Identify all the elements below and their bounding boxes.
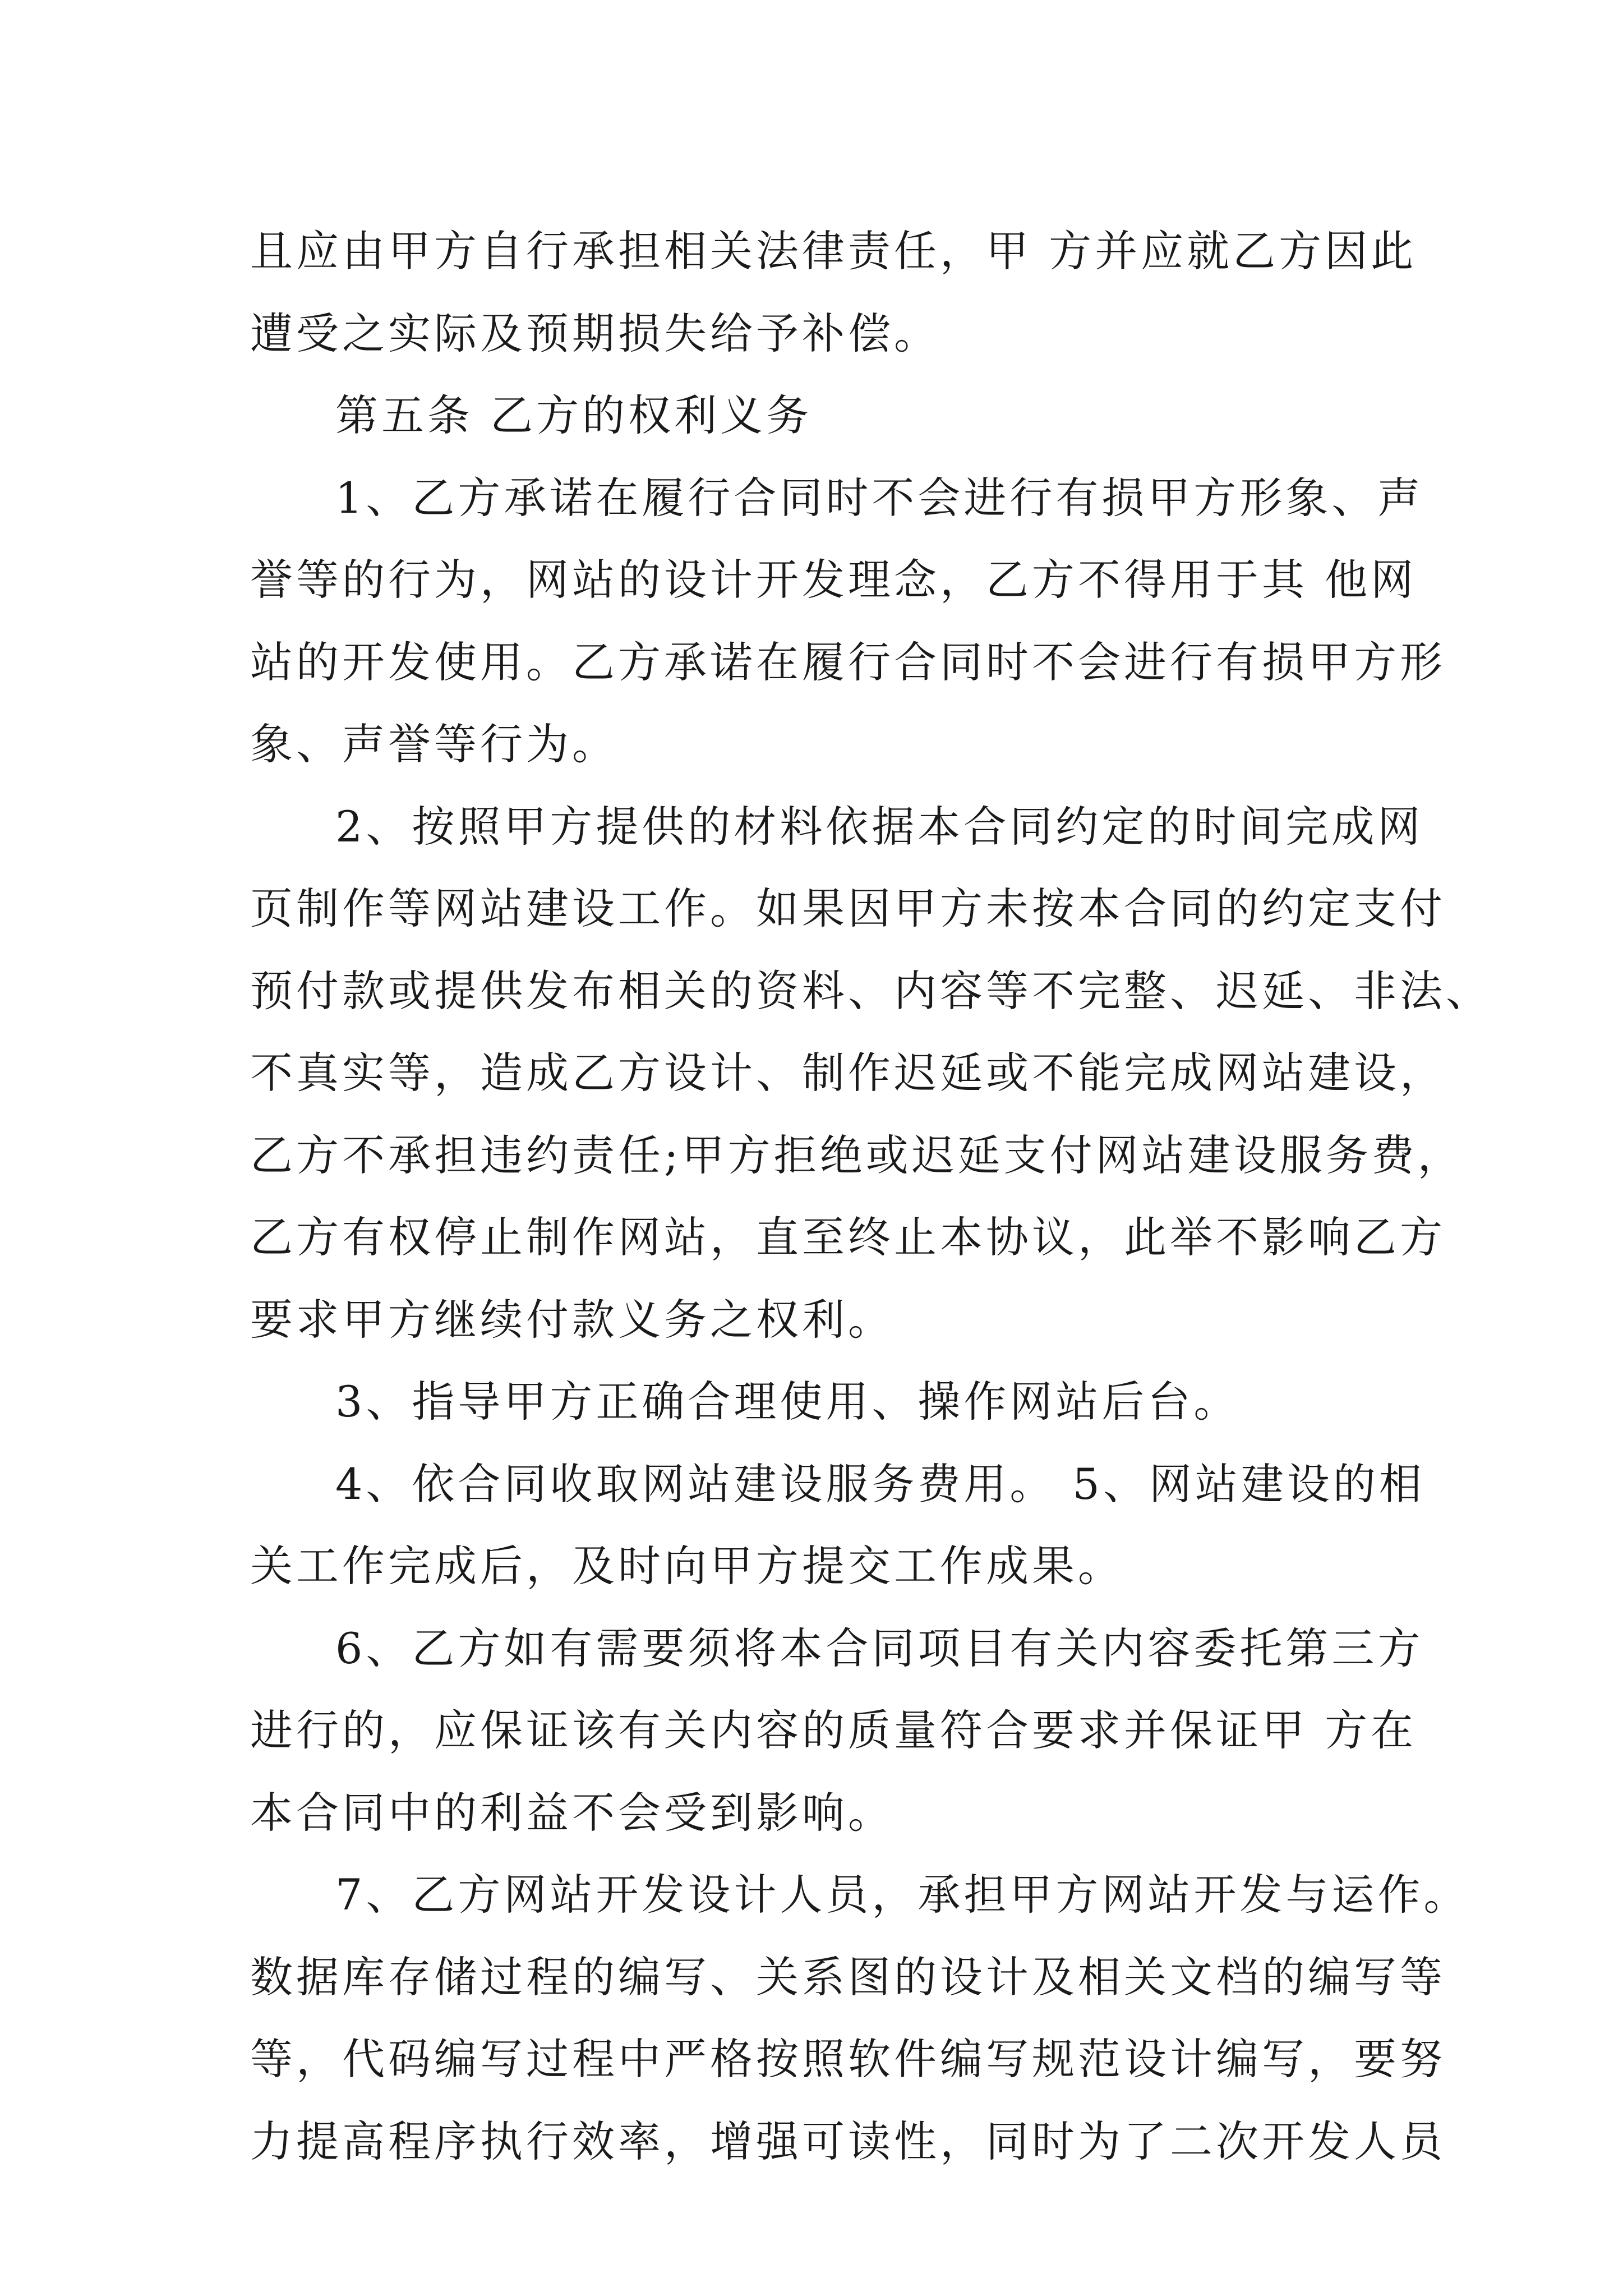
text-line: 乙方有权停止制作网站，直至终止本协议，此举不影响乙方	[250, 1212, 1446, 1262]
text-line: 数据库存储过程的编写、关系图的设计及相关文档的编写等	[250, 1952, 1446, 2002]
text-line: 1、乙方承诺在履行合同时不会进行有损甲方形象、声	[335, 472, 1424, 523]
text-line: 6、乙方如有需要须将本合同项目有关内容委托第三方	[335, 1623, 1424, 1673]
text-line: 乙方不承担违约责任;甲方拒绝或迟延支付网站建设服务费，	[250, 1130, 1464, 1180]
text-line: 4、依合同收取网站建设服务费用。 5、网站建设的相	[335, 1458, 1425, 1509]
text-line: 页制作等网站建设工作。如果因甲方未按本合同的约定支付	[250, 884, 1446, 933]
text-line: 力提高程序执行效率，增强可读性，同时为了二次开发人员	[250, 2116, 1446, 2166]
text-line: 象、声誉等行为。	[250, 719, 618, 769]
text-line: 遭受之实际及预期损失给予补偿。	[250, 308, 940, 358]
text-line: 预付款或提供发布相关的资料、内容等不完整、迟延、非法、	[250, 965, 1492, 1016]
text-line: 本合同中的利益不会受到影响。	[250, 1787, 894, 1838]
text-line: 2、按照甲方提供的材料依据本合同约定的时间完成网	[335, 801, 1424, 852]
text-line: 7、乙方网站开发设计人员，承担甲方网站开发与运作。	[335, 1870, 1470, 1920]
text-line: 要求甲方继续付款义务之权利。	[250, 1294, 894, 1345]
section-heading: 第五条 乙方的权利义务	[335, 390, 813, 440]
text-line: 进行的，应保证该有关内容的质量符合要求并保证甲 方在	[250, 1705, 1417, 1755]
contract-body-text	[250, 210, 1492, 2183]
text-line: 关工作完成后，及时向甲方提交工作成果。	[250, 1541, 1124, 1591]
text-line: 誉等的行为，网站的设计开发理念，乙方不得用于其 他网	[250, 555, 1417, 605]
text-line: 且应由甲方自行承担相关法律责任，甲 方并应就乙方因此	[250, 226, 1417, 276]
text-line: 不真实等，造成乙方设计、制作迟延或不能完成网站建设，	[250, 1048, 1446, 1098]
text-line: 3、指导甲方正确合理使用、操作网站后台。	[335, 1377, 1240, 1427]
text-line: 等，代码编写过程中严格按照软件编写规范设计编写，要努	[250, 2034, 1446, 2084]
text-line: 站的开发使用。乙方承诺在履行合同时不会进行有损甲方形	[250, 637, 1446, 687]
